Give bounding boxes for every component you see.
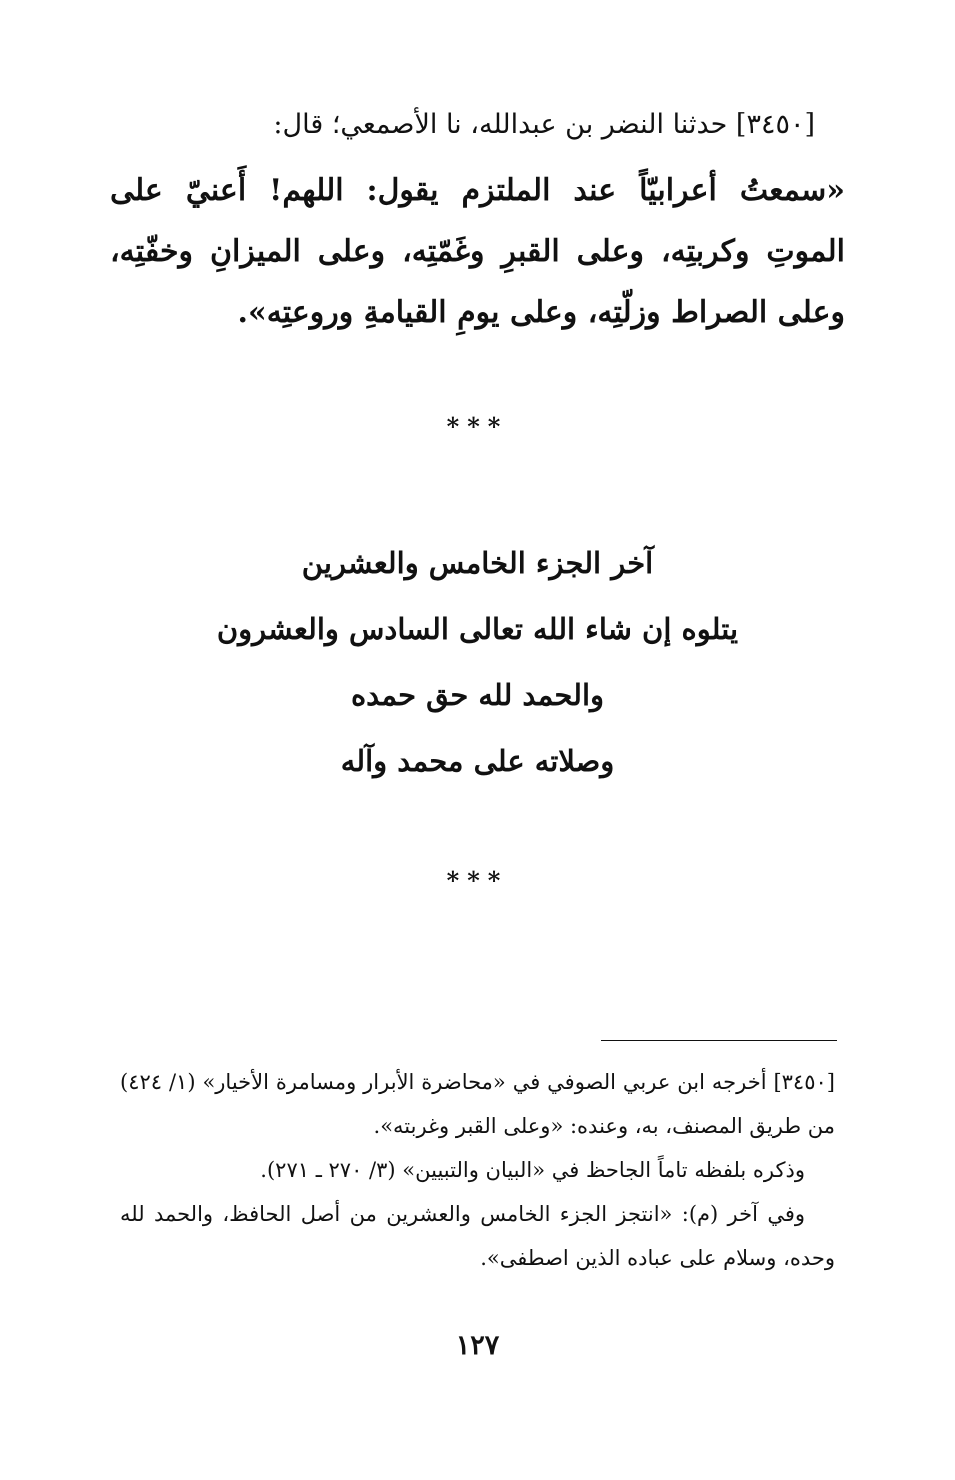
footnote-2: وذكره بلفظه تاماً الجاحظ في «البيان والتبيين» (٣/ ٢٧٠ ـ ٢٧١). bbox=[260, 1158, 805, 1182]
section-separator-bottom: *** bbox=[446, 866, 509, 895]
colophon bbox=[0, 530, 955, 794]
colophon-line-4: وصلاته على محمد وآله bbox=[340, 744, 615, 778]
section-separator-top: *** bbox=[446, 412, 509, 441]
footnote-divider bbox=[601, 1040, 837, 1041]
hadith-isnad: [٣٤٥٠] حدثنا النضر بن عبدالله، نا الأصمعي؛ قال: bbox=[273, 109, 815, 140]
hadith-matn: «سمعتُ أعرابيّاً عند الملتزم يقول: اللهم! أَعنيّ على الموتِ وكربتِه، وعلى القبرِ وغَمّتِه، وعلى الميزانِ وخفّتِه، وعلى الصراط وزلّتِه، وعلى يومِ القيامةِ وروعتِه». bbox=[110, 173, 845, 330]
colophon-line-1: آخر الجزء الخامس والعشرين bbox=[301, 546, 654, 580]
hadith-text bbox=[110, 160, 845, 343]
footnotes bbox=[120, 1060, 835, 1280]
footnote-3: وفي آخر (م): «انتجز الجزء الخامس والعشرين من أصل الحافظ، والحمد لله وحده، وسلام على عباده الذين اصطفى». bbox=[120, 1202, 835, 1270]
footnote-1: [٣٤٥٠] أخرجه ابن عربي الصوفي في «محاضرة الأبرار ومسامرة الأخيار» (١/ ٤٢٤) من طريق المصنف، به، وعنده: «وعلى القبر وغربته». bbox=[120, 1070, 835, 1138]
page-number: ١٢٧ bbox=[455, 1330, 500, 1361]
colophon-line-3: والحمد لله حق حمده bbox=[350, 678, 605, 712]
colophon-line-2: يتلوه إن شاء الله تعالى السادس والعشرون bbox=[216, 612, 739, 646]
